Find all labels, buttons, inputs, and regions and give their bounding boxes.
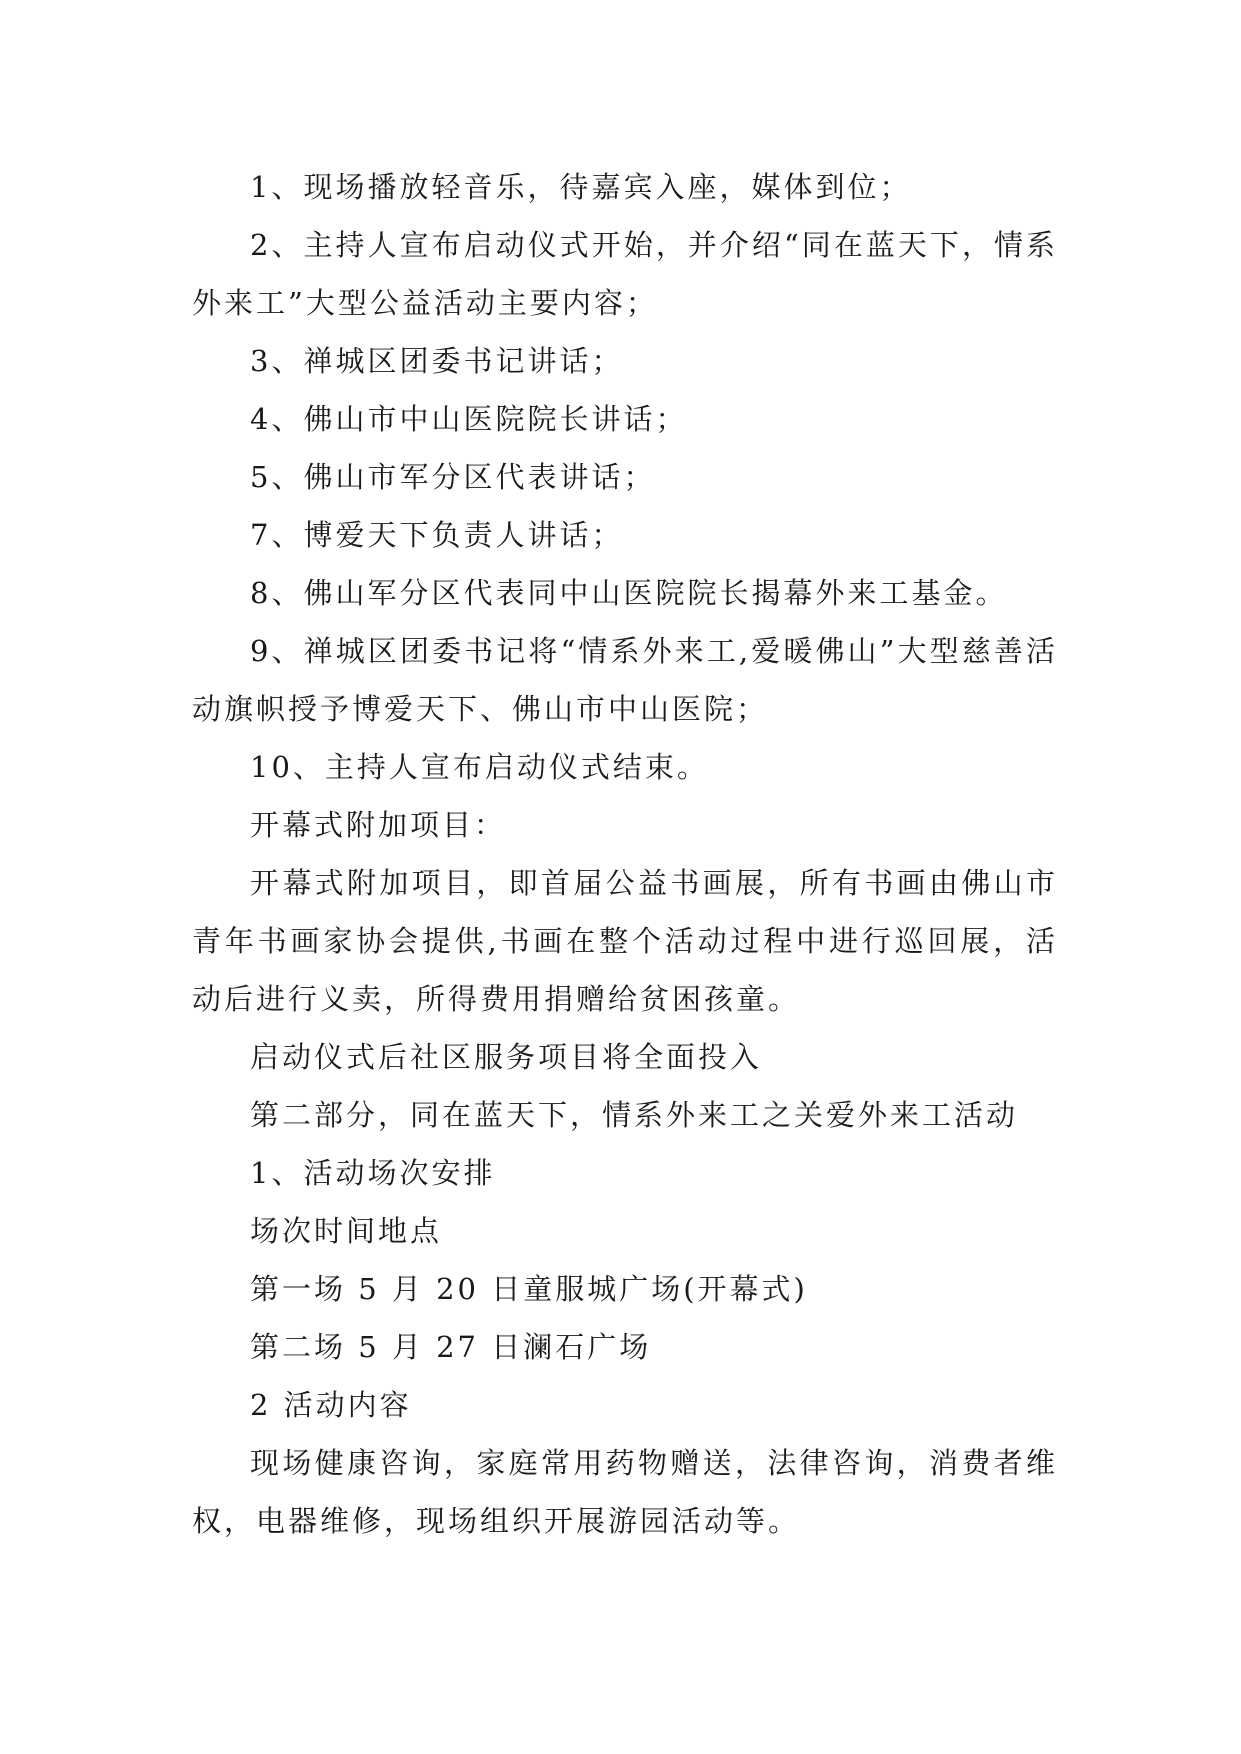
paragraph: 8、佛山军分区代表同中山医院院长揭幕外来工基金。 [250,576,1008,610]
paragraph: 启动仪式后社区服务项目将全面投入 [250,1040,763,1074]
paragraph: 10、主持人宣布启动仪式结束。 [250,750,709,784]
paragraph: 7、博爱天下负责人讲话； [250,518,624,552]
section-heading: 第二部分，同在蓝天下，情系外来工之关爱外来工活动 [250,1098,1019,1132]
document-body [192,158,1058,1550]
schedule-row: 第二场 5 月 27 日澜石广场 [250,1330,652,1364]
subsection-heading: 1、活动场次安排 [250,1156,496,1190]
paragraph: 5、佛山市军分区代表讲话； [250,460,656,494]
paragraph: 开幕式附加项目，即首届公益书画展，所有书画由佛山市青年书画家协会提供,书画在整个活动过程中进行巡回展，活动后进行义卖，所得费用捐赠给贫困孩童。 [192,866,1058,1016]
schedule-header: 场次时间地点 [250,1214,443,1248]
paragraph: 9、禅城区团委书记将“情系外来工,爱暖佛山”大型慈善活动旗帜授予博爱天下、佛山市中山医院； [192,634,1058,726]
paragraph: 1、现场播放轻音乐，待嘉宾入座，媒体到位； [250,170,912,204]
paragraph: 2、主持人宣布启动仪式开始，并介绍“同在蓝天下，情系外来工”大型公益活动主要内容； [192,228,1058,320]
section-heading: 开幕式附加项目： [250,808,507,842]
schedule-row: 第一场 5 月 20 日童服城广场(开幕式) [250,1272,808,1306]
paragraph: 4、佛山市中山医院院长讲话； [250,402,688,436]
paragraph: 现场健康咨询，家庭常用药物赠送，法律咨询，消费者维权，电器维修，现场组织开展游园活动等。 [192,1446,1058,1538]
paragraph: 3、禅城区团委书记讲话； [250,344,624,378]
subsection-heading: 2 活动内容 [250,1388,412,1422]
